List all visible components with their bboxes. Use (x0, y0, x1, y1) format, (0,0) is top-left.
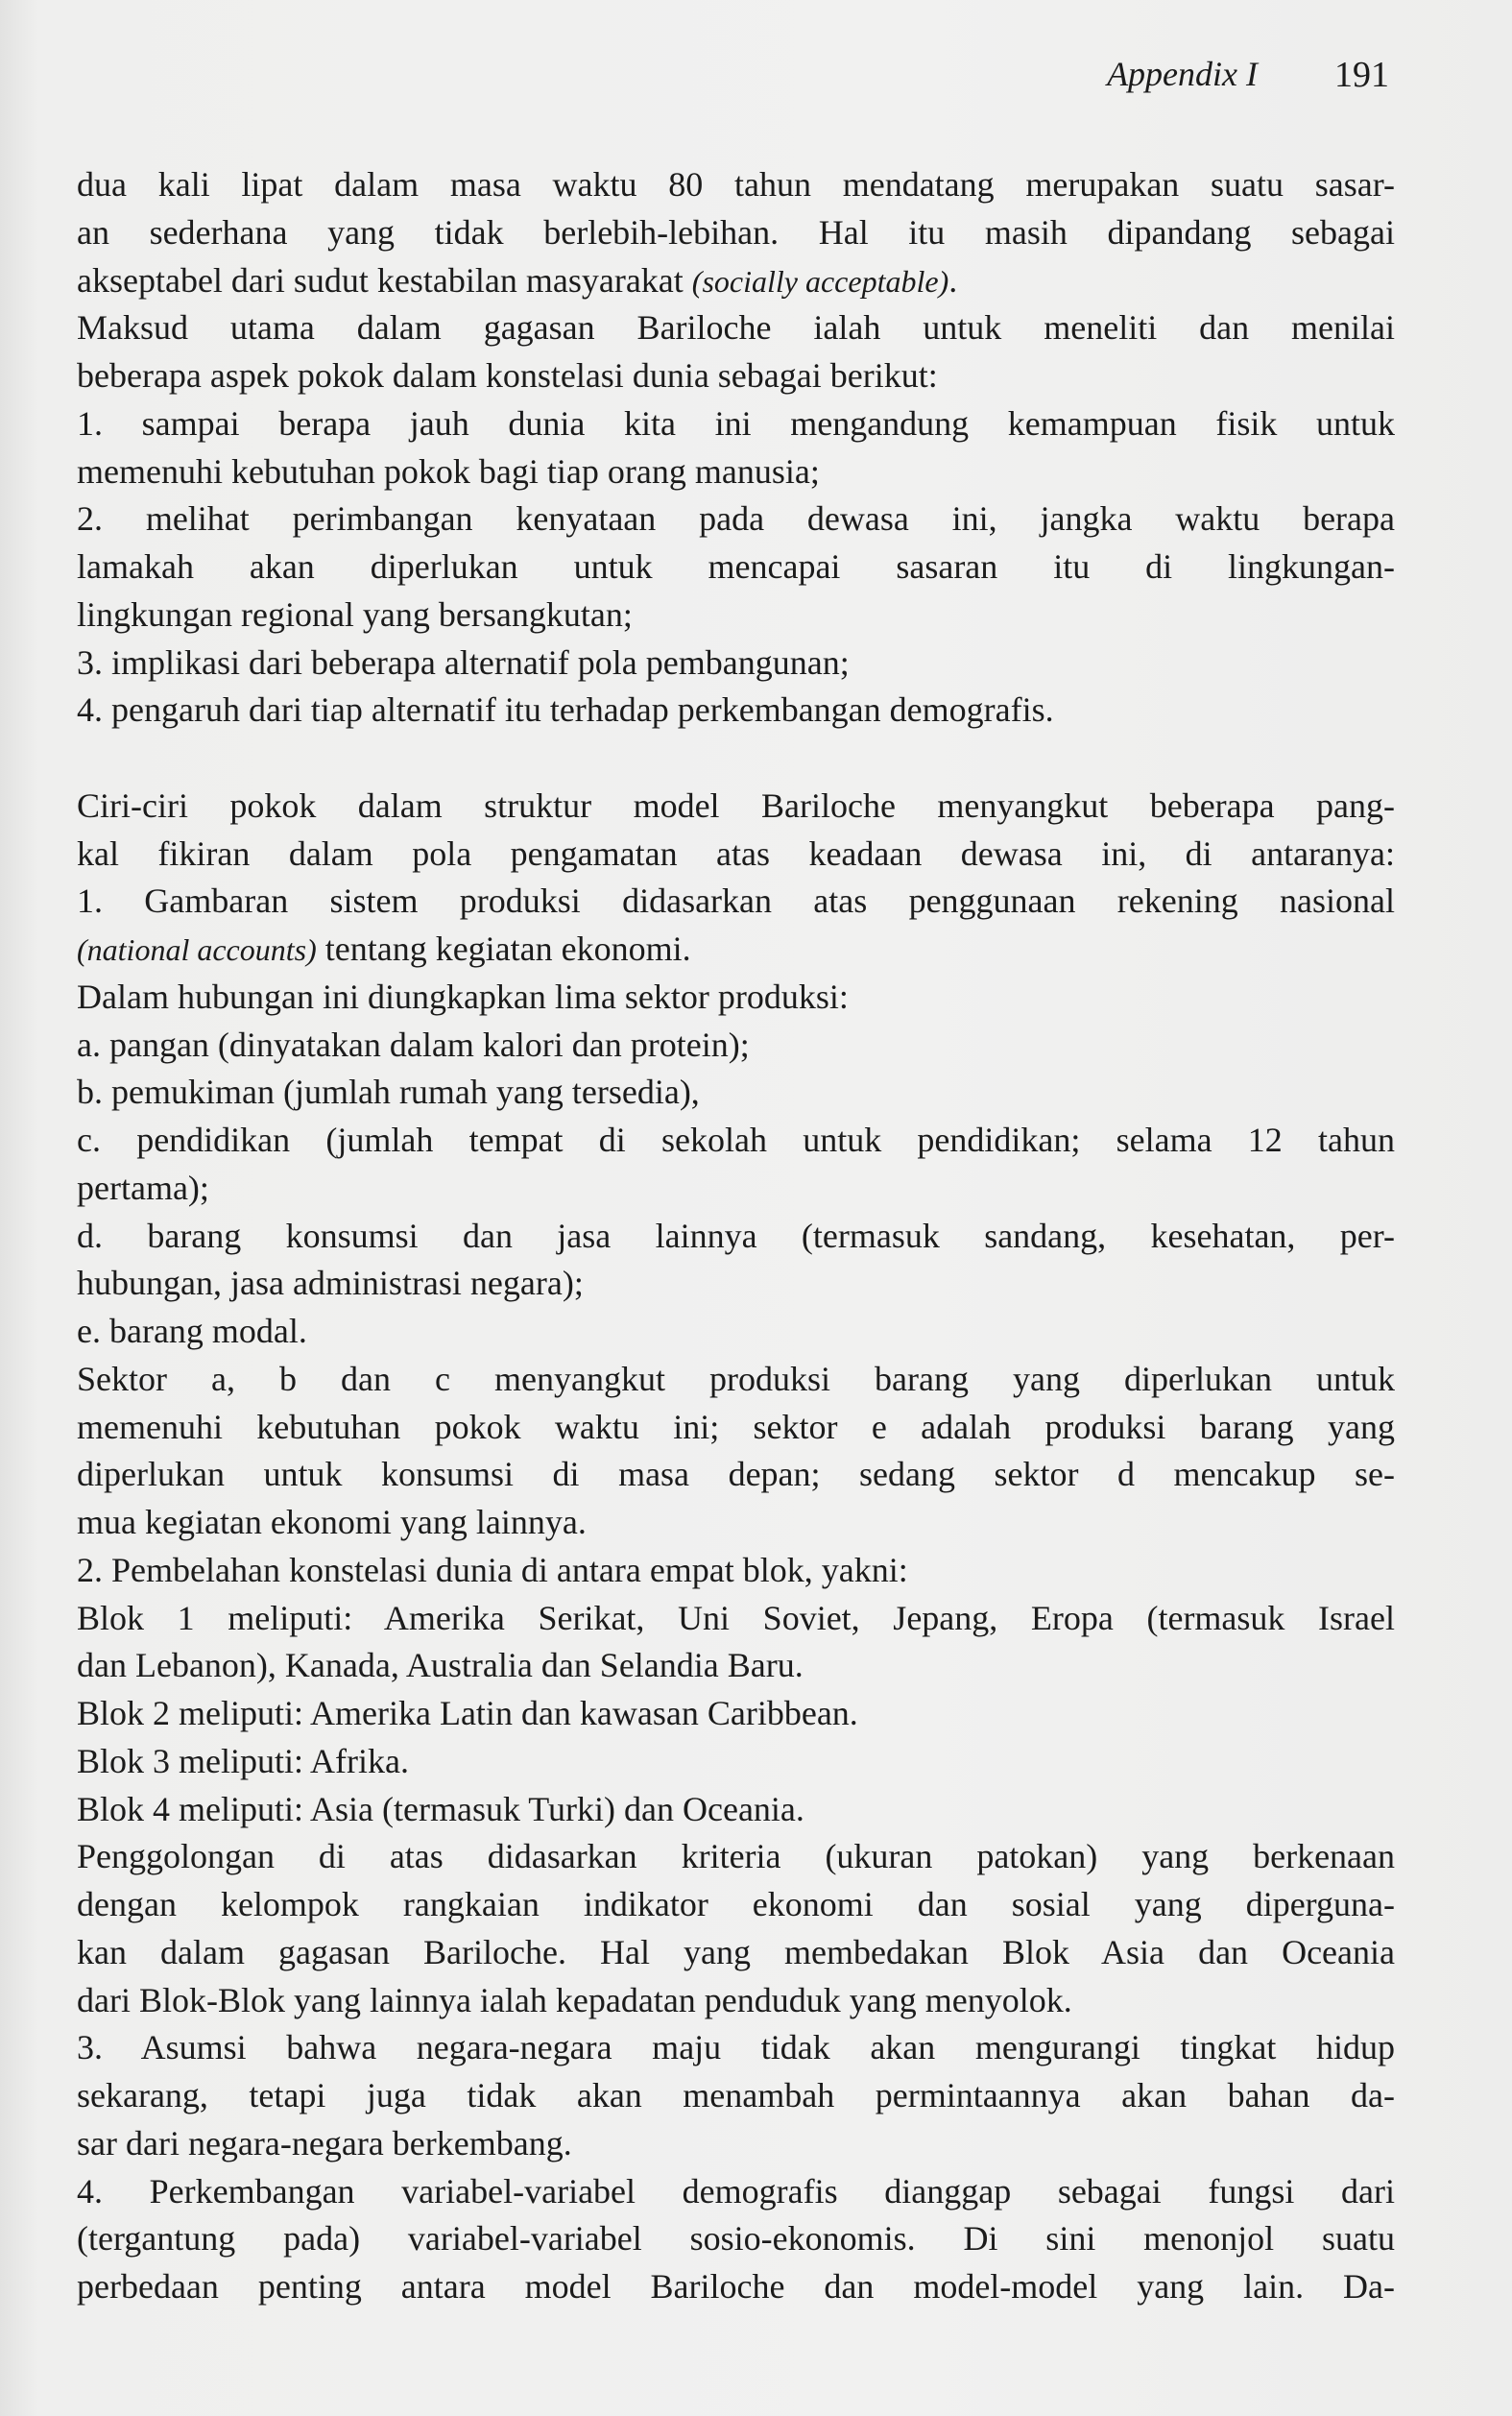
line-text: an sederhana yang tidak berlebih-lebihan. Hal itu masih dipandang sebagai (77, 212, 1395, 252)
text-line (77, 1356, 1395, 1404)
line-text: pertama); (77, 1168, 209, 1207)
text-line (77, 2072, 1395, 2120)
text-line (77, 2215, 1395, 2263)
running-title: Appendix I (1107, 55, 1258, 93)
text-line (77, 1929, 1395, 1977)
text-line (77, 1833, 1395, 1881)
text-line (77, 1117, 1395, 1165)
line-text: lamakah akan diperlukan untuk mencapai sasaran itu di lingkungan- (77, 547, 1395, 586)
italic-term: (socially acceptable) (691, 263, 949, 299)
text-line (77, 1451, 1395, 1499)
line-text: 4. Perkembangan variabel-variabel demografis dianggap sebagai fungsi dari (77, 2171, 1395, 2211)
text-line (77, 1690, 1395, 1738)
text-line (77, 400, 1395, 448)
text-line (77, 495, 1395, 544)
line-text: 4. pengaruh dari tiap alternatif itu terhadap perkembangan demografis. (77, 690, 1054, 730)
line-text: perbedaan penting antara model Bariloche dan model-model yang lain. Da- (77, 2267, 1395, 2306)
text-line (77, 544, 1395, 592)
line-text: Penggolongan di atas didasarkan kriteria (ukuran patokan) yang berkenaan (77, 1837, 1395, 1876)
body-text (77, 161, 1395, 2311)
line-text: memenuhi kebutuhan pokok waktu ini; sektor e adalah produksi barang yang (77, 1407, 1395, 1446)
text-line (77, 1738, 1395, 1786)
line-text: lingkungan regional yang bersangkutan; (77, 594, 633, 634)
line-text: Maksud utama dalam gagasan Bariloche ialah untuk meneliti dan menilai (77, 308, 1395, 348)
text-line (77, 1308, 1395, 1356)
text-line (77, 1213, 1395, 1261)
page-header (0, 48, 1512, 102)
text-line (77, 209, 1395, 257)
line-text: a. pangan (dinyatakan dalam kalori dan protein); (77, 1025, 750, 1064)
line-text: (tergantung pada) variabel-variabel sosio-ekonomis. Di sini menonjol suatu (77, 2219, 1395, 2259)
line-text: diperlukan untuk konsumsi di masa depan; sedang sektor d mencakup se- (77, 1455, 1395, 1494)
text-line (77, 831, 1395, 879)
italic-term: (national accounts) (77, 932, 317, 967)
line-text: 2. Pembelahan konstelasi dunia di antara empat blok, yakni: (77, 1550, 908, 1589)
line-text: beberapa aspek pokok dalam konstelasi dunia sebagai berikut: (77, 356, 938, 395)
text-line (77, 1786, 1395, 1834)
line-text: dua kali lipat dalam masa waktu 80 tahun mendatang merupakan suatu sasar- (77, 165, 1395, 204)
line-text: c. pendidikan (jumlah tempat di sekolah untuk pendidikan; selama 12 tahun (77, 1121, 1395, 1159)
page-number: 191 (1334, 55, 1389, 95)
line-text: Sektor a, b dan c menyangkut produksi barang yang diperlukan untuk (77, 1359, 1395, 1398)
text-line (77, 878, 1395, 926)
text-line (77, 352, 1395, 400)
text-line (77, 1260, 1395, 1308)
line-text: 2. melihat perimbangan kenyataan pada dewasa ini, jangka waktu berapa (77, 499, 1395, 539)
line-text-after: tentang kegiatan ekonomi. (316, 930, 691, 968)
blank-line (77, 735, 1395, 783)
line-text: kal fikiran dalam pola pengamatan atas keadaan dewasa ini, di antaranya: (77, 834, 1395, 873)
line-text: dengan kelompok rangkaian indikator ekonomi dan sosial yang diperguna- (77, 1885, 1395, 1923)
text-line (77, 257, 1395, 305)
line-text: Blok 3 meliputi: Afrika. (77, 1741, 409, 1780)
text-line (77, 1595, 1395, 1643)
text-line (77, 2024, 1395, 2072)
text-line (77, 1165, 1395, 1213)
line-text: dari Blok-Blok yang lainnya ialah kepadatan penduduk yang menyolok. (77, 1980, 1072, 2019)
text-line (77, 304, 1395, 352)
text-line (77, 640, 1395, 688)
line-text: memenuhi kebutuhan pokok bagi tiap orang manusia; (77, 451, 820, 491)
line-text: Blok 1 meliputi: Amerika Serikat, Uni Soviet, Jepang, Eropa (termasuk Israel (77, 1598, 1395, 1637)
line-text: hubungan, jasa administrasi negara); (77, 1264, 584, 1303)
line-text: b. pemukiman (jumlah rumah yang tersedia), (77, 1073, 700, 1112)
text-line (77, 1404, 1395, 1452)
line-text: 1. Gambaran sistem produksi didasarkan atas penggunaan rekening nasional (77, 882, 1395, 921)
line-text: 3. Asumsi bahwa negara-negara maju tidak akan mengurangi tingkat hidup (77, 2028, 1395, 2067)
text-line (77, 2168, 1395, 2216)
text-line (77, 1069, 1395, 1117)
text-line (77, 448, 1395, 496)
line-text: Ciri-ciri pokok dalam struktur model Bariloche menyangkut beberapa pang- (77, 785, 1395, 825)
text-line (77, 2120, 1395, 2168)
text-line (77, 592, 1395, 640)
text-line (77, 1499, 1395, 1547)
line-text-after: . (948, 260, 958, 300)
line-text: Blok 2 meliputi: Amerika Latin dan kawasan Caribbean. (77, 1694, 858, 1732)
line-text: Blok 4 meliputi: Asia (termasuk Turki) dan Oceania. (77, 1789, 804, 1828)
line-text: Dalam hubungan ini diungkapkan lima sektor produksi: (77, 977, 849, 1016)
text-line (77, 687, 1395, 735)
line-text: sekarang, tetapi juga tidak akan menambah permintaannya akan bahan da- (77, 2076, 1395, 2114)
text-line (77, 783, 1395, 831)
text-line (77, 926, 1395, 974)
text-line (77, 1642, 1395, 1690)
line-text: d. barang konsumsi dan jasa lainnya (termasuk sandang, kesehatan, per- (77, 1216, 1395, 1255)
text-line (77, 2263, 1395, 2311)
line-text: dan Lebanon), Kanada, Australia dan Selandia Baru. (77, 1646, 804, 1685)
text-line (77, 1881, 1395, 1929)
line-text: e. barang modal. (77, 1312, 307, 1350)
line-text: 1. sampai berapa jauh dunia kita ini mengandung kemampuan fisik untuk (77, 403, 1395, 443)
line-text: mua kegiatan ekonomi yang lainnya. (77, 1503, 587, 1541)
line-text: 3. implikasi dari beberapa alternatif pola pembangunan; (77, 642, 850, 682)
text-line (77, 1022, 1395, 1070)
line-text: akseptabel dari sudut kestabilan masyarakat (77, 260, 692, 300)
text-line (77, 1977, 1395, 2025)
text-line (77, 974, 1395, 1022)
text-line (77, 1547, 1395, 1595)
line-text: kan dalam gagasan Bariloche. Hal yang membedakan Blok Asia dan Oceania (77, 1932, 1395, 1971)
line-text: sar dari negara-negara berkembang. (77, 2123, 572, 2162)
text-line (77, 161, 1395, 209)
